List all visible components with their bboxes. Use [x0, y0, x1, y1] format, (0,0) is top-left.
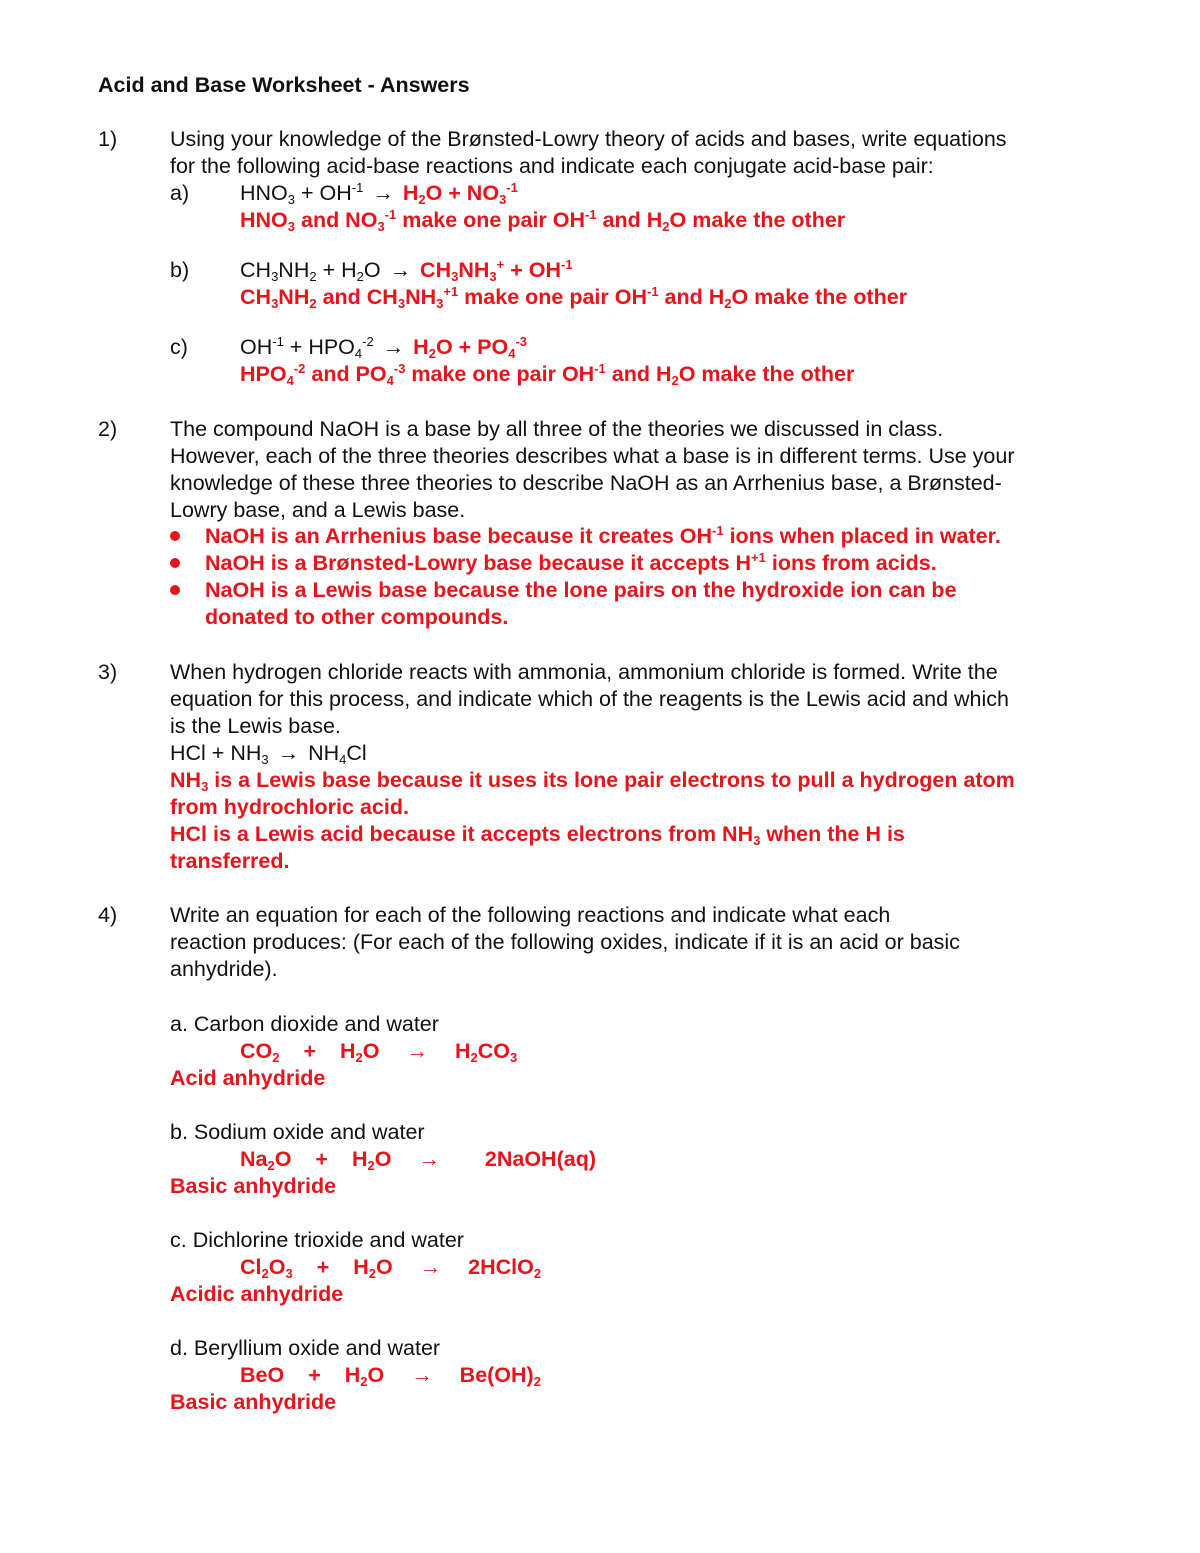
q3-equation: HCl + $NH_3 \to NH_4Cl$: [170, 741, 367, 767]
q4-line3: anhydride).: [170, 957, 278, 981]
q2-line4: Lowry base, and a Lewis base.: [170, 498, 466, 522]
q4b-answer: Basic anhydride: [170, 1174, 337, 1198]
q2-number: 2): [98, 417, 118, 441]
q1c-label: c): [170, 335, 188, 359]
q2-answer-lewis: NaOH is a Lewis base because the lone pairs on the hydroxide ion can be: [205, 578, 957, 602]
q3-answer-line3: HCl is a Lewis acid because it accepts electrons from $NH_3$ when the H is: [170, 822, 905, 848]
q4-line2: reaction produces: (For each of the following oxides, indicate if it is an acid or basic: [170, 930, 960, 954]
q4a-equation: $CO_2 + H_2O \to H_2CO_3$: [240, 1039, 518, 1065]
q1-number: 1): [98, 127, 118, 151]
q3-line1: When hydrogen chloride reacts with ammonia, ammonium chloride is formed. Write the: [170, 660, 998, 684]
bullet-icon: [170, 558, 180, 568]
q2-line2: However, each of the three theories describes what a base is in different terms. Use your: [170, 444, 1015, 468]
q4a-answer: Acid anhydride: [170, 1066, 326, 1090]
q4d-equation: BeO + $H_2O \to Be(OH)_2$: [240, 1363, 541, 1389]
bullet-icon: [170, 585, 180, 595]
q4c-label: c. Dichlorine trioxide and water: [170, 1228, 464, 1252]
q2-line3: knowledge of these three theories to describe NaOH as an Arrhenius base, a Brønsted-: [170, 471, 1002, 495]
q1b-equation: $CH_3NH_2 + H_2O \to CH_3NH_3^+ + OH^{-1}$: [240, 257, 573, 284]
q1c-equation: $OH^{-1} + HPO_4^{-2} \to H_2O + PO_4^{-3}$: [240, 334, 528, 361]
q4d-answer: Basic anhydride: [170, 1390, 337, 1414]
q2-answer-lewis-cont: donated to other compounds.: [205, 605, 509, 629]
q1a-answer: $HNO_3$ and $NO_3^{-1}$ make one pair $OH^{-1}$ and $H_2O$ make the other: [240, 207, 846, 234]
q4b-label: b. Sodium oxide and water: [170, 1120, 425, 1144]
q1-prompt-line2: for the following acid-base reactions and indicate each conjugate acid-base pair:: [170, 154, 934, 178]
q4c-equation: $Cl_2O_3 + H_2O$ → 2HClO$_2$: [240, 1255, 542, 1281]
q2-answer-bronsted: NaOH is a Brønsted-Lowry base because it accepts $H^{+1}$ ions from acids.: [205, 550, 937, 575]
q3-answer-line1: $NH_3$ is a Lewis base because it uses its lone pair electrons to pull a hydrogen atom: [170, 768, 1015, 794]
q1b-answer: $CH_3NH_2$ and $CH_3NH_3^{+1}$ make one pair $OH^{-1}$ and $H_2O$ make the other: [240, 284, 908, 311]
q4b-equation: $Na_2O + H_2O$ → 2NaOH(aq): [240, 1147, 596, 1173]
bullet-icon: [170, 531, 180, 541]
q1a-label: a): [170, 181, 190, 205]
q3-answer-line2: from hydrochloric acid.: [170, 795, 409, 819]
q4-number: 4): [98, 903, 118, 927]
page-title: Acid and Base Worksheet - Answers: [98, 73, 470, 97]
q4c-answer: Acidic anhydride: [170, 1282, 344, 1306]
q4-line1: Write an equation for each of the following reactions and indicate what each: [170, 903, 891, 927]
q4d-label: d. Beryllium oxide and water: [170, 1336, 441, 1360]
q2-line1: The compound NaOH is a base by all three of the theories we discussed in class.: [170, 417, 944, 441]
q3-line2: equation for this process, and indicate which of the reagents is the Lewis acid and which: [170, 687, 1009, 711]
q3-answer-line4: transferred.: [170, 849, 290, 873]
q4a-label: a. Carbon dioxide and water: [170, 1012, 439, 1036]
q1a-equation: $HNO_3 + OH^{-1} \to H_2O + NO_3^{-1}$: [240, 180, 518, 207]
q1c-answer: $HPO_4^{-2}$ and $PO_4^{-3}$ make one pair $OH^{-1}$ and $H_2O$ make the other: [240, 361, 855, 388]
q1b-label: b): [170, 258, 190, 282]
q3-number: 3): [98, 660, 118, 684]
q1-prompt-line1: Using your knowledge of the Brønsted-Lowry theory of acids and bases, write equations: [170, 127, 1007, 151]
q2-answer-arrhenius: NaOH is an Arrhenius base because it creates $OH^{-1}$ ions when placed in water.: [205, 523, 1001, 548]
q3-line3: is the Lewis base.: [170, 714, 341, 738]
